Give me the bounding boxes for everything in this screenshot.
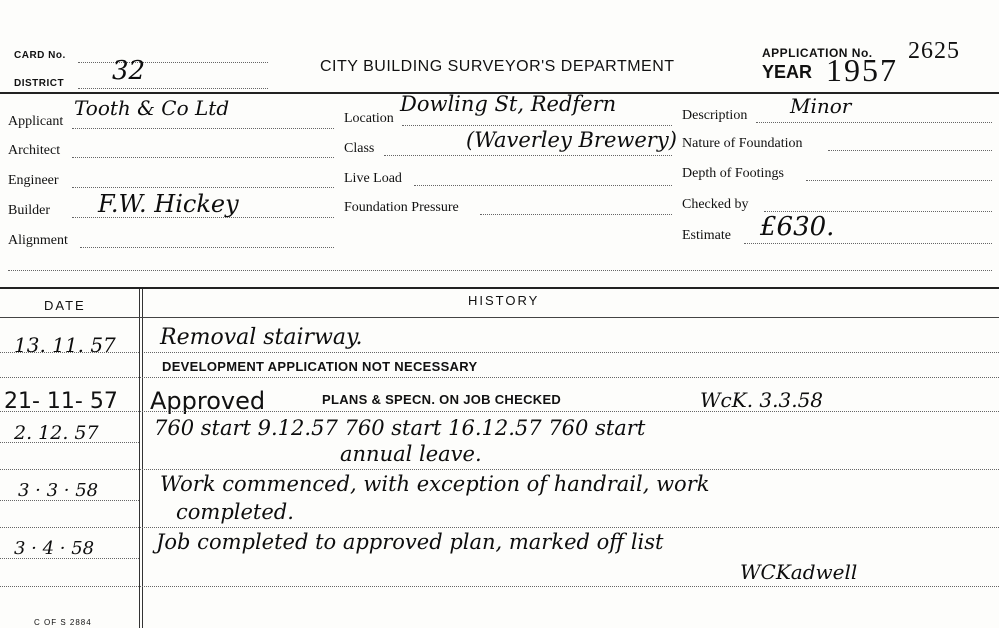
row-rule (0, 500, 139, 501)
entry-note: WcK. 3.3.58 (700, 388, 824, 412)
live-load-label: Live Load (344, 171, 402, 186)
history-top-border (0, 287, 999, 289)
row-rule (0, 558, 139, 559)
depth-rule (806, 180, 992, 181)
nature-label: Nature of Foundation (682, 136, 803, 151)
estimate-label: Estimate (682, 228, 731, 243)
row-rule (0, 352, 139, 353)
history-header-rule (0, 317, 999, 318)
applicant-value: Tooth & Co Ltd (74, 96, 230, 120)
location-label: Location (344, 111, 394, 126)
architect-label: Architect (8, 143, 61, 158)
district-value: 32 (112, 56, 146, 86)
applicant-rule (72, 128, 334, 129)
entry-text: Approved (150, 387, 266, 415)
class-label: Class (344, 141, 375, 156)
applicant-label: Applicant (8, 114, 64, 129)
year-value: 1957 (826, 52, 898, 88)
entry-stamp: DEVELOPMENT APPLICATION NOT NECESSARY (162, 359, 478, 374)
year-label: YEAR (762, 62, 813, 82)
date-column-divider-inner (142, 289, 143, 628)
entry-date: 3 · 4 · 58 (14, 538, 95, 559)
description-value: Minor (790, 94, 852, 118)
entry-text: 760 start 9.12.57 760 start 16.12.57 760 start (154, 416, 646, 440)
depth-label: Depth of Footings (682, 166, 784, 181)
row-rule (0, 442, 139, 443)
description-rule (756, 122, 992, 123)
row-rule (144, 352, 999, 353)
date-column-divider (139, 289, 140, 628)
row-rule (0, 469, 999, 470)
department-title: CITY BUILDING SURVEYOR'S DEPARTMENT (320, 58, 675, 75)
foundation-pressure-label: Foundation Pressure (344, 200, 459, 215)
engineer-label: Engineer (8, 173, 59, 188)
entry-date: 3 · 3 · 58 (18, 480, 99, 501)
class-value: (Waverley Brewery) (466, 128, 677, 152)
foundation-pressure-rule (480, 214, 672, 215)
alignment-rule (80, 247, 334, 248)
entry-date: 2. 12. 57 (14, 422, 99, 444)
application-no-label: APPLICATION No. (762, 46, 873, 60)
architect-rule (72, 157, 334, 158)
row-rule (0, 377, 999, 378)
card-no-label: CARD No. (14, 50, 66, 61)
live-load-rule (414, 185, 672, 186)
date-column-header: DATE (44, 298, 86, 313)
signature: WCKadwell (740, 560, 858, 584)
entry-text: Removal stairway. (160, 325, 363, 350)
entry-text: Work commenced, with exception of handrail, work (160, 472, 710, 496)
location-value: Dowling St, Redfern (400, 92, 617, 116)
engineer-rule (72, 187, 334, 188)
builder-rule (72, 217, 334, 218)
builder-value: F.W. Hickey (98, 190, 239, 218)
entry-date: 13. 11. 57 (14, 333, 116, 357)
entry-text-continued: completed. (176, 500, 294, 524)
row-rule (0, 586, 999, 587)
district-label: DISTRICT (14, 78, 65, 89)
alignment-label: Alignment (8, 233, 68, 248)
estimate-value: £630. (760, 212, 835, 242)
row-rule (0, 527, 999, 528)
blank-rule (8, 270, 992, 271)
row-rule (0, 411, 999, 412)
checked-by-label: Checked by (682, 197, 749, 212)
district-rule (78, 88, 268, 89)
entry-date: 21- 11- 57 (4, 389, 118, 414)
location-rule (402, 125, 672, 126)
entry-stamp: PLANS & SPECN. ON JOB CHECKED (322, 392, 562, 407)
application-no-value: 2625 (908, 38, 960, 64)
builder-label: Builder (8, 203, 50, 218)
entry-text-continued: annual leave. (340, 442, 482, 466)
card-no-rule (78, 62, 268, 63)
class-rule (384, 155, 672, 156)
nature-rule (828, 150, 992, 151)
entry-text: Job completed to approved plan, marked off list (156, 530, 664, 554)
description-label: Description (682, 108, 748, 123)
history-column-header: HISTORY (468, 293, 540, 308)
estimate-rule (744, 243, 992, 244)
form-code: C OF S 2884 (34, 618, 92, 627)
